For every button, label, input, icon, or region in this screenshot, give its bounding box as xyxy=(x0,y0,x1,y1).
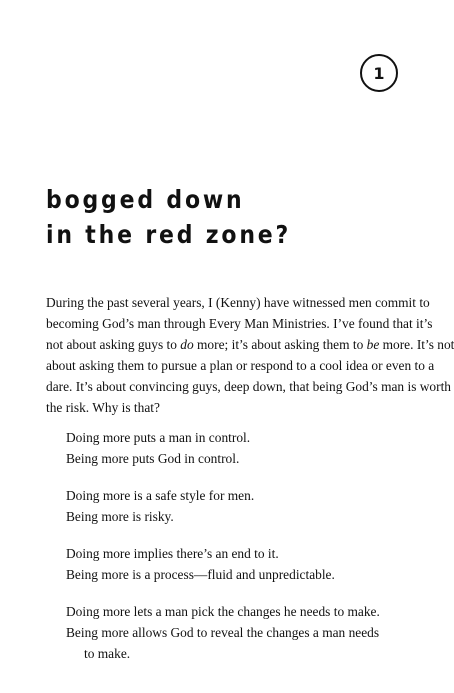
contrast-list xyxy=(66,427,396,680)
chapter-title-line-2: in the red zone? xyxy=(46,220,292,249)
intro-line-emphasis xyxy=(46,334,454,355)
intro-line: becoming God’s man through Every Man Ministries. I’ve found that it’s xyxy=(46,316,433,331)
being-more-line: Being more is risky. xyxy=(66,509,174,524)
intro-text: more; it’s about asking them to xyxy=(193,337,367,352)
intro-line: about asking them to pursue a plan or respond to a cool idea or even to a xyxy=(46,358,435,373)
being-more-line: Being more puts God in control. xyxy=(66,451,240,466)
doing-more-line: Doing more puts a man in control. xyxy=(66,430,251,445)
emphasis-do: do xyxy=(180,337,194,352)
intro-paragraph xyxy=(46,292,454,418)
contrast-pair xyxy=(66,543,396,585)
chapter-number: 1 xyxy=(373,63,385,83)
doing-more-line: Doing more implies there’s an end to it. xyxy=(66,546,279,561)
intro-text: not about asking guys to xyxy=(46,337,181,352)
being-more-line: Being more allows God to reveal the changes a man needs xyxy=(66,625,380,640)
being-more-line-continued: to make. xyxy=(84,646,131,661)
chapter-number-badge xyxy=(360,54,398,92)
intro-line: the risk. Why is that? xyxy=(46,400,160,415)
doing-more-line: Doing more lets a man pick the changes he needs to make. xyxy=(66,604,380,619)
emphasis-be: be xyxy=(366,337,380,352)
intro-text: more. It’s not xyxy=(379,337,454,352)
being-more-line: Being more is a process—fluid and unpredictable. xyxy=(66,567,335,582)
contrast-pair xyxy=(66,485,396,527)
doing-more-line: Doing more is a safe style for men. xyxy=(66,488,255,503)
chapter-title xyxy=(46,182,291,252)
intro-line: During the past several years, I (Kenny) have witnessed men commit to xyxy=(46,295,430,310)
intro-line: dare. It’s about convincing guys, deep down, that being God’s man is worth xyxy=(46,379,451,394)
contrast-pair xyxy=(66,601,396,664)
chapter-title-line-1: bogged down xyxy=(46,185,245,214)
contrast-pair xyxy=(66,427,396,469)
